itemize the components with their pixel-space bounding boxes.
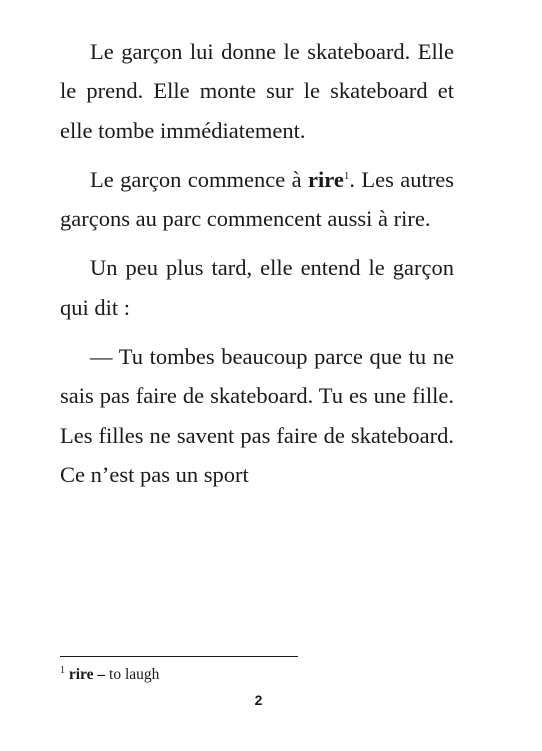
paragraph-4-text: — Tu tombes beaucoup parce que tu ne sais pas faire de skateboard. Tu es une fille. Les filles ne savent pas faire de skateboard. Ce n’est pas un sport <box>60 344 454 487</box>
footnote-divider <box>60 656 298 657</box>
footnote <box>60 664 159 686</box>
footnote-term: rire <box>68 666 94 683</box>
paragraph-2-lead: Le garçon commence à <box>90 166 309 192</box>
footnote-definition: to laugh <box>109 666 160 683</box>
footnote-dash: – <box>97 666 106 683</box>
paragraph-1 <box>60 32 454 150</box>
vocabulary-word: rire <box>308 166 344 192</box>
paragraph-2-rest: . Les autres garçons au parc commencent aussi à rire. <box>60 166 454 232</box>
paragraph-4 <box>60 337 454 494</box>
body-text <box>60 32 454 494</box>
page-number: 2 <box>254 692 263 708</box>
footnote-number: 1 <box>60 665 65 676</box>
footnote-reference[interactable]: 1 <box>343 169 350 182</box>
paragraph-1-text: Le garçon lui donne le skateboard. Elle le prend. Elle monte sur le skateboard et elle tombe immédiatement. <box>60 39 454 143</box>
paragraph-2 <box>60 160 454 239</box>
paragraph-3 <box>60 248 454 327</box>
paragraph-3-text: Un peu plus tard, elle entend le garçon qui dit : <box>60 255 454 320</box>
